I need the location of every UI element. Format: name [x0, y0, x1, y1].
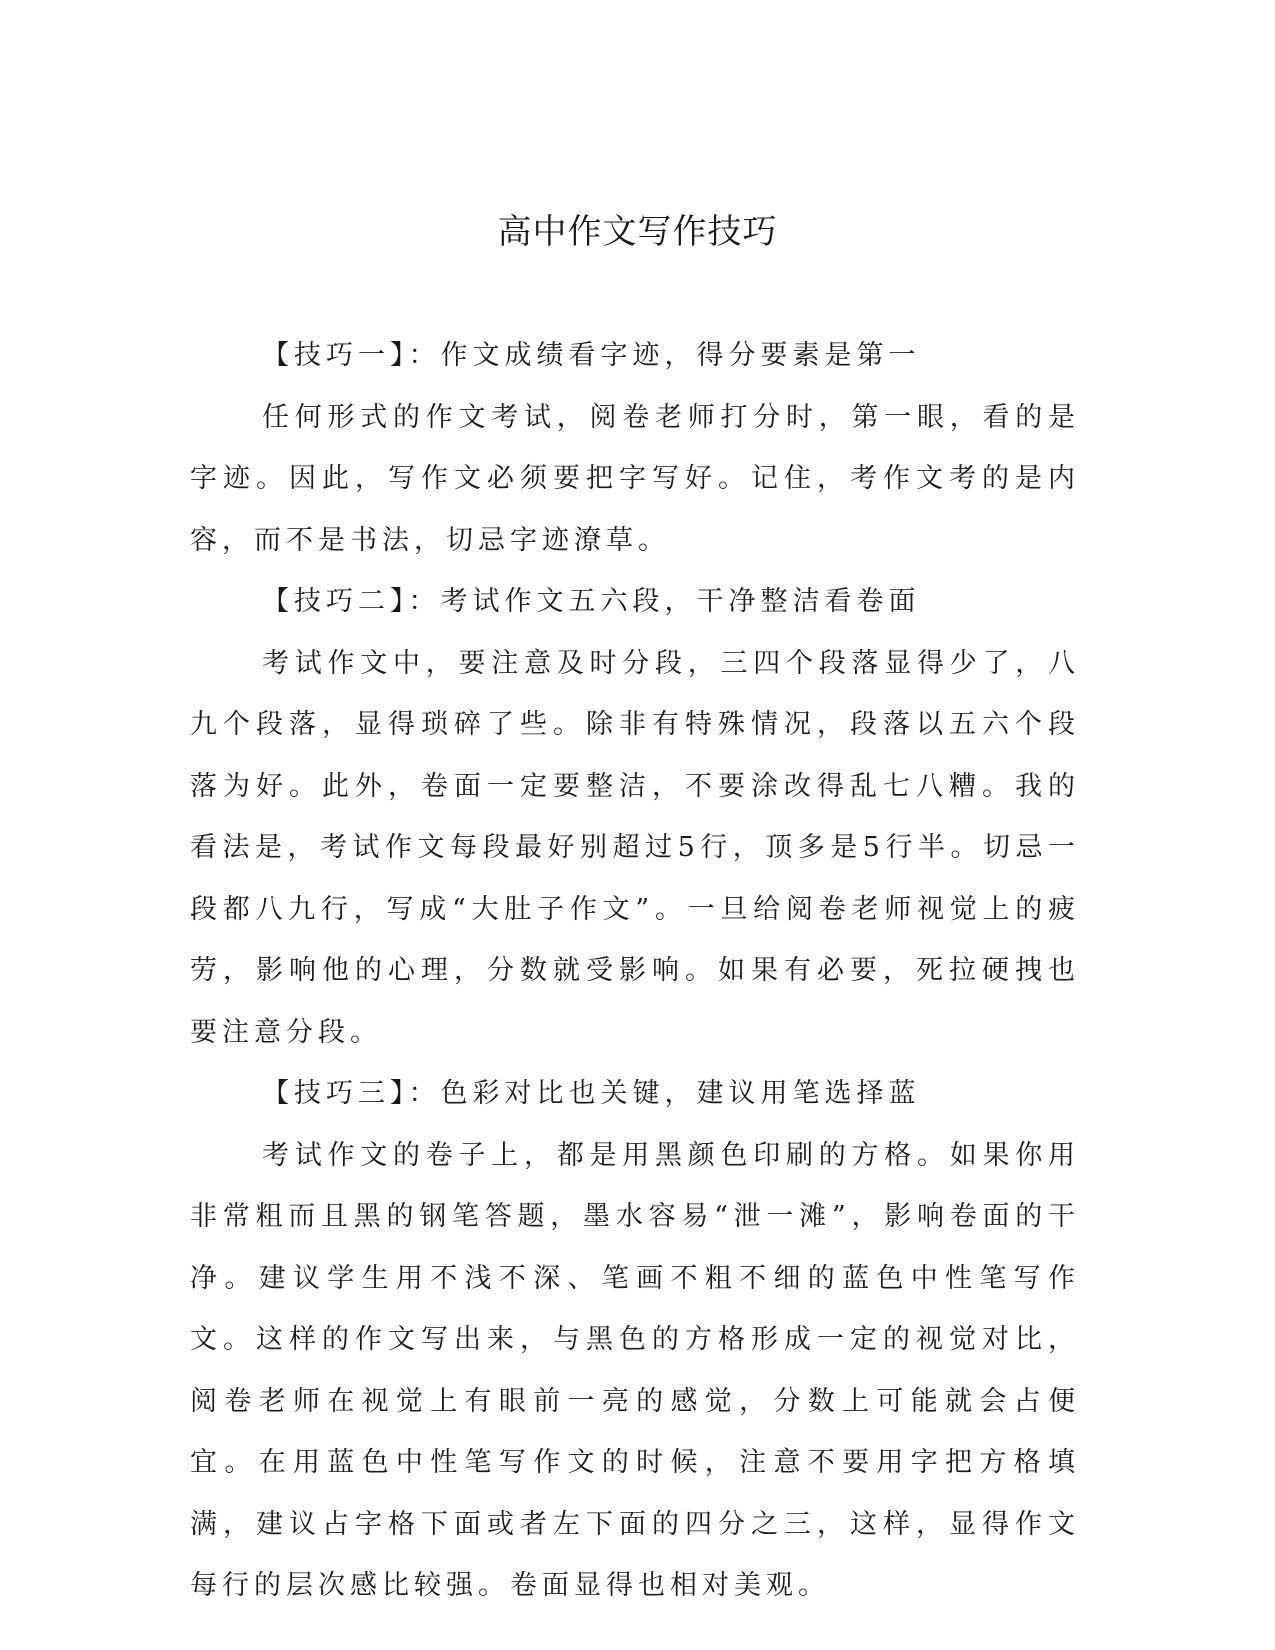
document-body — [190, 325, 1080, 1617]
document-title: 高中作文写作技巧 — [497, 212, 778, 252]
section-paragraph-2: 考试作文中，要注意及时分段，三四个段落显得少了，八九个段落，显得琐碎了些。除非有特殊情况，段落以五六个段落为好。此外，卷面一定要整洁，不要涂改得乱七八糟。我的看法是，考试作文每段最好别超过5行，顶多是5行半。切忌一段都八九行，写成“大肚子作文”。一旦给阅卷老师视觉上的疲劳，影响他的心理，分数就受影响。如果有必要，死拉硬拽也要注意分段。 — [190, 647, 1080, 1048]
section-heading-3: 【技巧三】：色彩对比也关键，建议用笔选择蓝 — [262, 1078, 921, 1109]
section-paragraph-3: 考试作文的卷子上，都是用黑颜色印刷的方格。如果你用非常粗而且黑的钢笔答题，墨水容易“泄一滩”，影响卷面的干净。建议学生用不浅不深、笔画不粗不细的蓝色中性笔写作文。这样的作文写出来，与黑色的方格形成一定的视觉对比，阅卷老师在视觉上有眼前一亮的感觉，分数上可能就会占便宜。在用蓝色中性笔写作文的时候，注意不要用字把方格填满，建议占字格下面或者左下面的四分之三，这样，显得作文每行的层次感比较强。卷面显得也相对美观。 — [190, 1139, 1080, 1601]
section-heading-2: 【技巧二】：考试作文五六段，干净整洁看卷面 — [262, 586, 921, 617]
section-paragraph-1: 任何形式的作文考试，阅卷老师打分时，第一眼，看的是字迹。因此，写作文必须要把字写好。记住，考作文考的是内容，而不是书法，切忌字迹潦草。 — [190, 401, 1080, 556]
section-heading-1: 【技巧一】：作文成绩看字迹，得分要素是第一 — [262, 340, 921, 371]
